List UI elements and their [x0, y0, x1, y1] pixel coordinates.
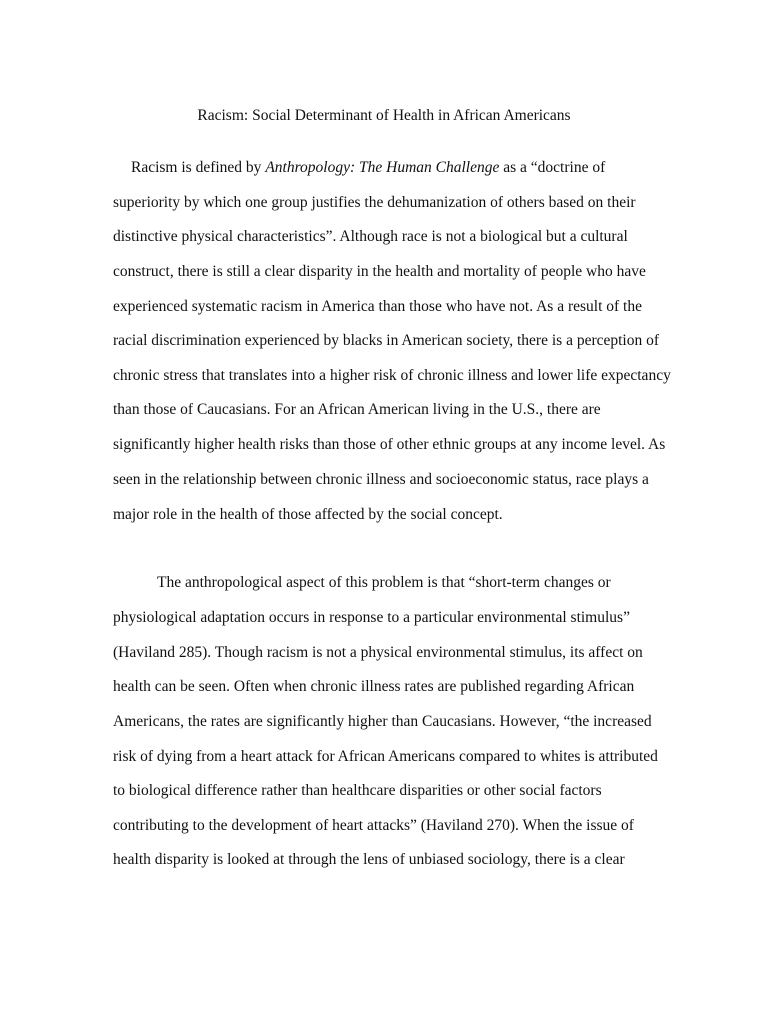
paragraph-2-line-5: Americans, the rates are significantly higher than Caucasians. However, “the increased — [113, 713, 652, 730]
document-title: Racism: Social Determinant of Health in African Americans — [197, 107, 571, 124]
paragraph-2-line-2: physiological adaptation occurs in response to a particular environmental stimulus” — [113, 609, 630, 626]
paragraph-1-line-11: major role in the health of those affected by the social concept. — [113, 506, 503, 523]
paragraph-2-line-7: to biological difference rather than healthcare disparities or other social factors — [113, 782, 602, 799]
paragraph-1-line-9: significantly higher health risks than those of other ethnic groups at any income level. As — [113, 436, 666, 453]
paragraph-2-line-6: risk of dying from a heart attack for African Americans compared to whites is attributed — [113, 748, 658, 765]
paragraph-1-line-1 — [131, 158, 605, 178]
paragraph-2-line-8: contributing to the development of heart attacks” (Haviland 270). When the issue of — [113, 817, 634, 834]
paragraph-1-line-6: racial discrimination experienced by blacks in American society, there is a perception of — [113, 332, 660, 349]
paragraph-1-line-7: chronic stress that translates into a higher risk of chronic illness and lower life expectancy — [113, 367, 671, 384]
paragraph-1-line-2: superiority by which one group justifies the dehumanization of others based on their — [113, 194, 636, 211]
paragraph-1-line-3: distinctive physical characteristics”. Although race is not a biological but a cultural — [113, 228, 628, 245]
paragraph-1-line-10: seen in the relationship between chronic illness and socioeconomic status, race plays a — [113, 471, 649, 488]
paragraph-2-line-4: health can be seen. Often when chronic illness rates are published regarding African — [113, 678, 635, 695]
paragraph-1-line-4: construct, there is still a clear disparity in the health and mortality of people who have — [113, 263, 646, 280]
paragraph-1-line-5: experienced systematic racism in America than those who have not. As a result of the — [113, 298, 642, 315]
p1-line1-text-before: Racism is defined by — [131, 159, 266, 176]
p1-line1-text-after: as a “doctrine of — [499, 159, 606, 176]
paragraph-2-line-9: health disparity is looked at through the lens of unbiased sociology, there is a clear — [113, 851, 625, 868]
paragraph-1-line-8: than those of Caucasians. For an African American living in the U.S., there are — [113, 401, 601, 418]
paragraph-2-line-3: (Haviland 285). Though racism is not a physical environmental stimulus, its affect on — [113, 644, 643, 661]
paragraph-2-line-1: The anthropological aspect of this problem is that “short-term changes or — [157, 574, 611, 591]
book-title-italic: Anthropology: The Human Challenge — [265, 159, 500, 176]
